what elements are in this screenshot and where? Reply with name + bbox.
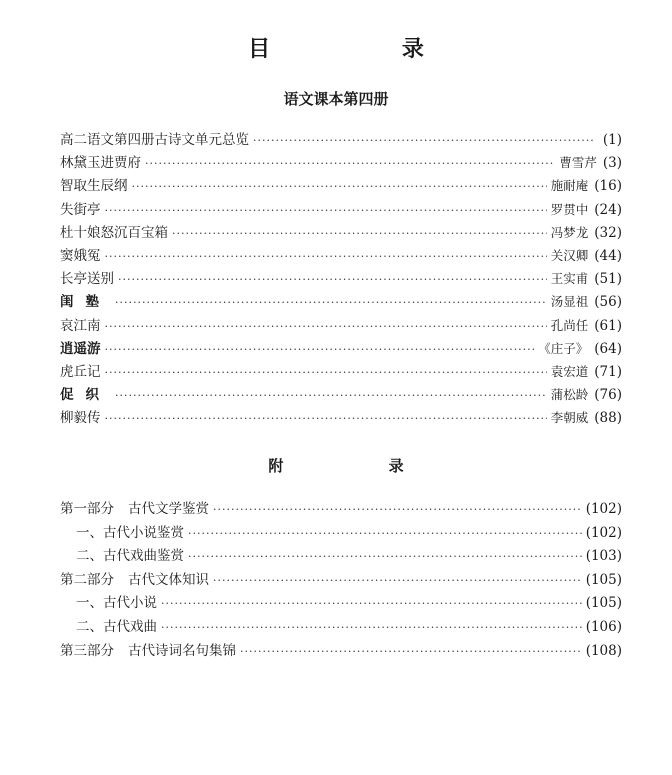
entry-author: 王实甫 bbox=[550, 271, 589, 287]
section-title: 古代文学鉴赏 bbox=[128, 501, 209, 517]
section-page: (105) bbox=[585, 571, 622, 588]
leader-dots bbox=[132, 180, 547, 193]
toc-entry[interactable] bbox=[60, 383, 622, 406]
section-page: (102) bbox=[585, 524, 622, 541]
entry-title: 智取生辰纲 bbox=[60, 178, 128, 195]
section-label: 第二部分 bbox=[60, 571, 114, 588]
entry-page: (44) bbox=[594, 247, 622, 264]
entry-title: 杜十娘怒沉百宝箱 bbox=[60, 224, 168, 241]
leader-dots bbox=[145, 157, 555, 170]
toc-entry[interactable] bbox=[60, 198, 622, 221]
entry-page: (64) bbox=[594, 340, 622, 357]
appendix-entry[interactable] bbox=[60, 521, 622, 545]
leader-dots bbox=[115, 296, 547, 309]
entry-title: 柳毅传 bbox=[60, 410, 101, 427]
entry-page: (56) bbox=[594, 294, 622, 311]
appendix-entry[interactable] bbox=[60, 568, 622, 592]
leader-dots bbox=[161, 621, 582, 634]
toc-entry[interactable] bbox=[60, 360, 622, 383]
toc-entry[interactable] bbox=[60, 128, 622, 151]
leader-dots bbox=[213, 503, 582, 516]
entry-page: (1) bbox=[602, 132, 622, 148]
toc-entry[interactable] bbox=[60, 244, 622, 267]
entry-author: 《庄子》 bbox=[538, 340, 589, 356]
section-title: 古代诗词名句集锦 bbox=[128, 642, 236, 659]
toc-entry[interactable] bbox=[60, 314, 622, 337]
entry-title: 窦娥冤 bbox=[60, 247, 101, 264]
entry-author: 蒲松龄 bbox=[550, 387, 589, 403]
leader-dots bbox=[253, 134, 593, 147]
appendix-entry[interactable] bbox=[60, 591, 622, 615]
appendix-heading: 附 录 bbox=[268, 457, 454, 475]
entry-title: 高二语文第四册古诗文单元总览 bbox=[60, 132, 249, 148]
entry-page: (71) bbox=[594, 363, 622, 380]
section-title: 一、古代小说鉴赏 bbox=[76, 524, 184, 541]
entry-author: 施耐庵 bbox=[550, 178, 589, 194]
toc-entry[interactable] bbox=[60, 174, 622, 197]
entry-page: (16) bbox=[594, 178, 622, 195]
toc-entry[interactable] bbox=[60, 337, 622, 360]
section-label: 第一部分 bbox=[60, 501, 114, 517]
section-page: (106) bbox=[585, 618, 622, 635]
leader-dots bbox=[161, 597, 582, 610]
leader-dots bbox=[105, 204, 547, 217]
section-page: (102) bbox=[585, 501, 622, 517]
toc-entry[interactable] bbox=[60, 406, 622, 429]
entry-author: 李朝威 bbox=[550, 410, 589, 426]
entry-title: 逍遥游 bbox=[60, 340, 101, 357]
leader-dots bbox=[188, 550, 582, 563]
section-title: 古代文体知识 bbox=[128, 571, 209, 588]
entry-page: (32) bbox=[594, 224, 622, 241]
leader-dots bbox=[213, 574, 582, 587]
toc-entry[interactable] bbox=[60, 151, 622, 174]
appendix-entry[interactable] bbox=[60, 639, 622, 663]
entry-author: 孔尚任 bbox=[550, 317, 589, 333]
entry-title: 林黛玉进贾府 bbox=[60, 155, 141, 172]
appendix-entry[interactable] bbox=[60, 544, 622, 568]
toc-main-list bbox=[60, 128, 622, 429]
leader-dots bbox=[105, 412, 547, 425]
entry-page: (88) bbox=[594, 410, 622, 427]
page-title: 目 录 bbox=[248, 37, 486, 62]
toc-appendix-list bbox=[60, 497, 622, 662]
leader-dots bbox=[105, 343, 535, 356]
entry-author: 袁宏道 bbox=[550, 363, 589, 379]
book-subtitle: 语文课本第四册 bbox=[283, 90, 389, 108]
entry-title: 失街亭 bbox=[60, 201, 101, 218]
entry-title: 长亭送别 bbox=[60, 271, 114, 288]
toc-entry[interactable] bbox=[60, 290, 622, 313]
entry-author: 曹雪芹 bbox=[559, 155, 597, 171]
entry-author: 罗贯中 bbox=[550, 201, 589, 217]
entry-author: 汤显祖 bbox=[550, 294, 589, 310]
section-title: 二、古代戏曲 bbox=[76, 618, 157, 635]
leader-dots bbox=[105, 320, 547, 333]
section-title: 二、古代戏曲鉴赏 bbox=[76, 548, 184, 565]
leader-dots bbox=[240, 645, 582, 658]
entry-title: 闺塾 bbox=[60, 294, 111, 311]
entry-author: 冯梦龙 bbox=[550, 224, 589, 240]
toc-entry[interactable] bbox=[60, 267, 622, 290]
leader-dots bbox=[115, 389, 547, 402]
toc-entry[interactable] bbox=[60, 221, 622, 244]
section-page: (105) bbox=[585, 595, 622, 612]
leader-dots bbox=[118, 273, 547, 286]
leader-dots bbox=[105, 250, 547, 263]
entry-page: (76) bbox=[594, 387, 622, 404]
appendix-entry[interactable] bbox=[60, 497, 622, 521]
entry-page: (51) bbox=[594, 271, 622, 288]
entry-title: 促织 bbox=[60, 387, 111, 404]
section-title: 一、古代小说 bbox=[76, 595, 157, 612]
entry-author: 关汉卿 bbox=[550, 247, 589, 263]
section-label: 第三部分 bbox=[60, 642, 114, 659]
entry-page: (61) bbox=[594, 317, 622, 334]
entry-page: (24) bbox=[594, 201, 622, 218]
entry-title: 虎丘记 bbox=[60, 363, 101, 380]
entry-page: (3) bbox=[602, 155, 622, 172]
leader-dots bbox=[188, 527, 582, 540]
section-page: (103) bbox=[585, 548, 622, 565]
section-page: (108) bbox=[585, 642, 622, 659]
leader-dots bbox=[105, 366, 547, 379]
appendix-entry[interactable] bbox=[60, 615, 622, 639]
entry-title: 哀江南 bbox=[60, 317, 101, 334]
leader-dots bbox=[172, 227, 547, 240]
